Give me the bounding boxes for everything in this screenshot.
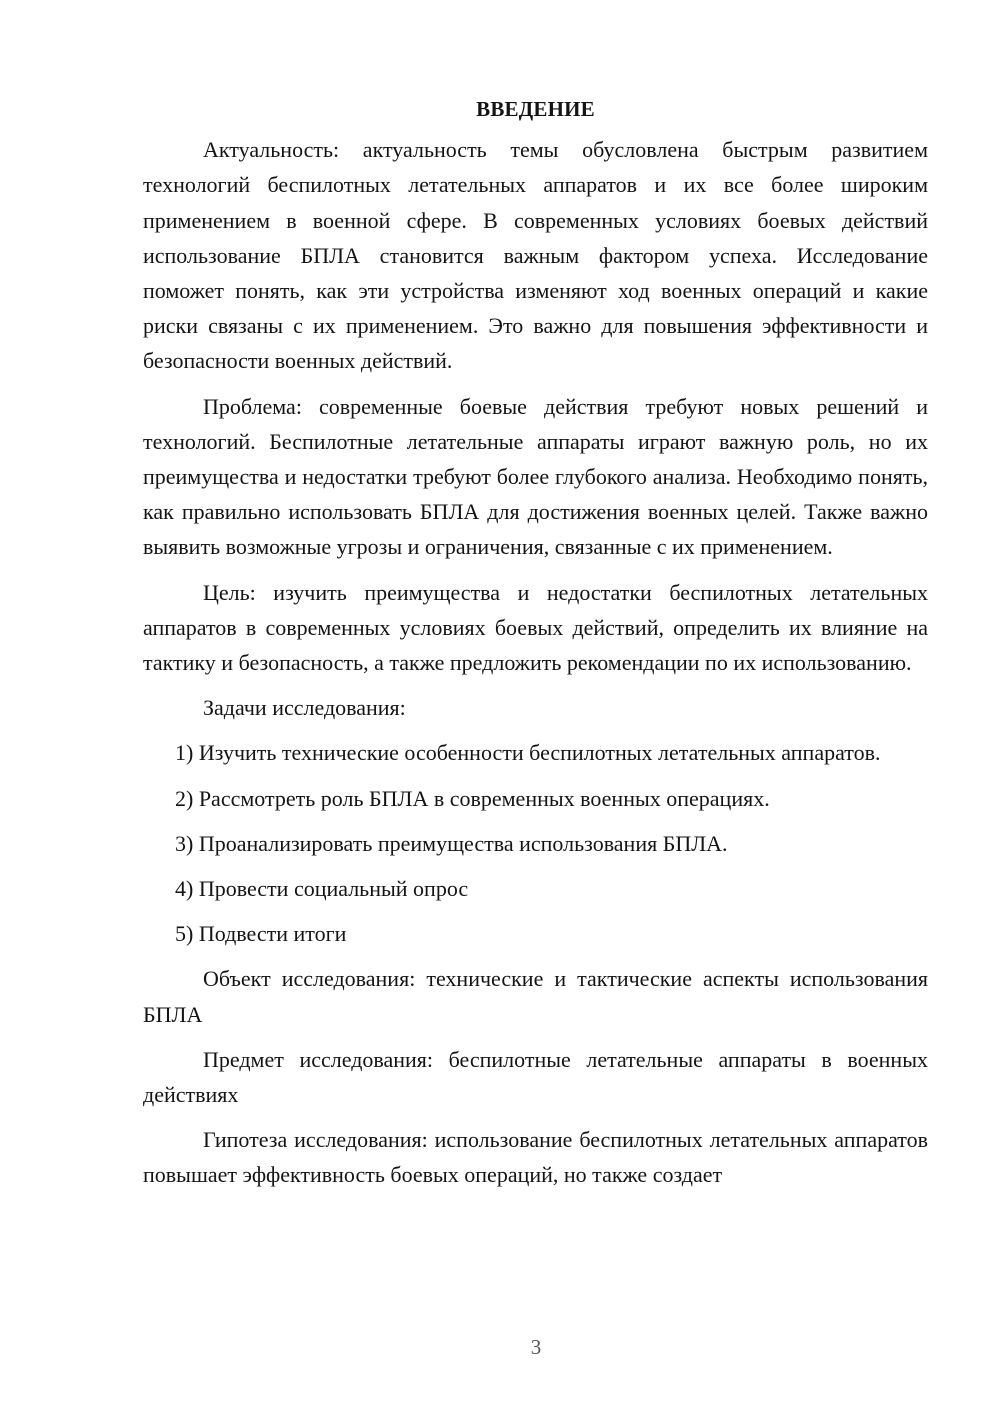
- task-item-3: 3) Проанализировать преимущества использования БПЛА.: [175, 830, 728, 856]
- page-content: [143, 92, 928, 1203]
- task-item-4: 4) Провести социальный опрос: [175, 876, 469, 902]
- paragraph-goal: Цель: изучить преимущества и недостатки беспилотных летательных аппаратов в современных условиях боевых действий, определить их влияние на тактику и безопасность, а также предложить рекомендации по их использованию.: [143, 579, 928, 676]
- task-item-1: 1) Изучить технические особенности беспилотных летательных аппаратов.: [175, 740, 881, 766]
- paragraph-relevance: Актуальность: актуальность темы обусловлена быстрым развитием технологий беспилотных летательных аппаратов и их все более широким применением в военной сфере. В современных условиях боевых действий использование БПЛА становится важным фактором успеха. Исследование поможет понять, как эти устройства изменяют ход военных операций и какие риски связаны с их применением. Это важно для повышения эффективности и безопасности военных действий.: [143, 137, 928, 374]
- section-title: ВВЕДЕНИЕ: [476, 97, 595, 121]
- paragraph-problem: Проблема: современные боевые действия требуют новых решений и технологий. Беспилотные летательные аппараты играют важную роль, но их преимущества и недостатки требуют более глубокого анализа. Необходимо понять, как правильно использовать БПЛА для достижения военных целей. Также важно выявить возможные угрозы и ограничения, связанные с их применением.: [143, 393, 928, 560]
- paragraph-subject: Предмет исследования: беспилотные летательные аппараты в военных действиях: [143, 1046, 928, 1108]
- paragraph-object: Объект исследования: технические и тактические аспекты использования БПЛА: [143, 966, 928, 1027]
- task-item-5: 5) Подвести итоги: [175, 921, 347, 947]
- paragraph-tasks-heading: Задачи исследования:: [203, 695, 406, 721]
- page-number: 3: [530, 1335, 542, 1359]
- task-item-2: 2) Рассмотреть роль БПЛА в современных военных операциях.: [175, 785, 770, 811]
- paragraph-hypothesis: Гипотеза исследования: использование беспилотных летательных аппаратов повышает эффективность боевых операций, но также создает: [143, 1127, 928, 1188]
